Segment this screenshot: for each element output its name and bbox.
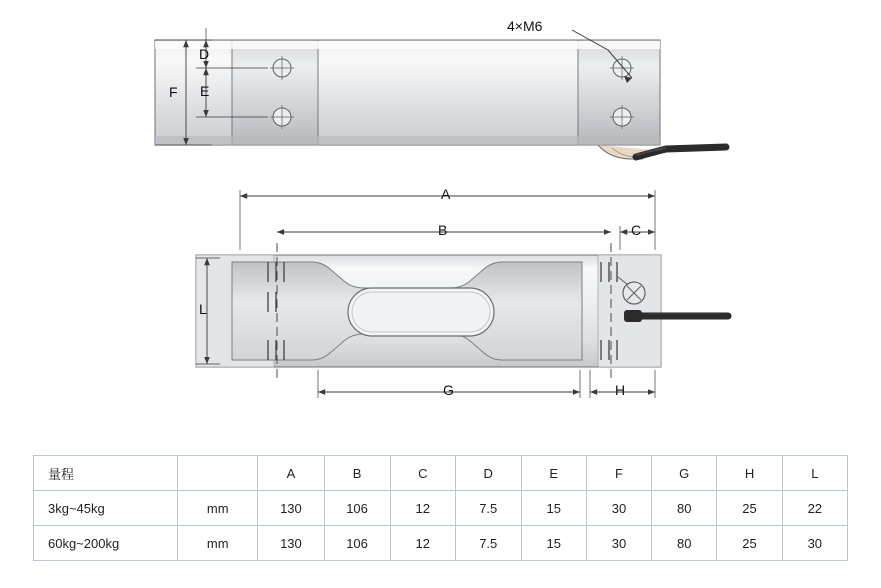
dim-label-C: C (631, 222, 642, 238)
cable-exit-side (598, 145, 726, 159)
dim-label-E: E (200, 83, 210, 99)
table-cell: 15 (521, 491, 586, 526)
table-cell: 130 (258, 526, 324, 561)
table-cell: 12 (390, 526, 455, 561)
table-cell: 12 (390, 491, 455, 526)
table-cell: 30 (782, 526, 847, 561)
table-header-cell: A (258, 456, 324, 491)
table-cell: 60kg~200kg (34, 526, 178, 561)
table-header-cell: G (652, 456, 717, 491)
table-cell: 106 (324, 491, 390, 526)
table-cell: 22 (782, 491, 847, 526)
table-cell: mm (178, 491, 258, 526)
table-header-cell (178, 456, 258, 491)
table-header-cell: L (782, 456, 847, 491)
side-view (155, 28, 726, 159)
dim-label-G: G (443, 382, 454, 398)
table-header-cell: 量程 (34, 456, 178, 491)
table-header-cell: H (717, 456, 782, 491)
dim-label-H: H (615, 382, 626, 398)
table-cell: 80 (652, 491, 717, 526)
table-header-cell: C (390, 456, 455, 491)
table-header-cell: B (324, 456, 390, 491)
dumbbell-cutout (348, 288, 494, 336)
dim-label-F: F (169, 84, 178, 100)
table-cell: 30 (586, 526, 651, 561)
dimension-table (33, 455, 848, 561)
table-cell: 30 (586, 491, 651, 526)
dim-label-A: A (441, 186, 451, 202)
table-header-row (34, 456, 848, 491)
table-cell: 25 (717, 526, 782, 561)
dim-label-D: D (199, 46, 210, 62)
callout-m6-label: 4×M6 (507, 18, 543, 34)
dim-label-B: B (438, 222, 448, 238)
table-cell: mm (178, 526, 258, 561)
table-header-cell: E (521, 456, 586, 491)
table-cell: 15 (521, 526, 586, 561)
cable-top (624, 310, 728, 322)
table-cell: 7.5 (455, 491, 521, 526)
table-cell: 7.5 (455, 526, 521, 561)
table-cell: 106 (324, 526, 390, 561)
table-row (34, 491, 848, 526)
table-header-cell: F (586, 456, 651, 491)
table-cell: 130 (258, 491, 324, 526)
table-cell: 25 (717, 491, 782, 526)
table-row (34, 526, 848, 561)
table-header-cell: D (455, 456, 521, 491)
table-cell: 3kg~45kg (34, 491, 178, 526)
dim-label-L: L (199, 301, 207, 317)
top-view (196, 190, 728, 398)
table-cell: 80 (652, 526, 717, 561)
